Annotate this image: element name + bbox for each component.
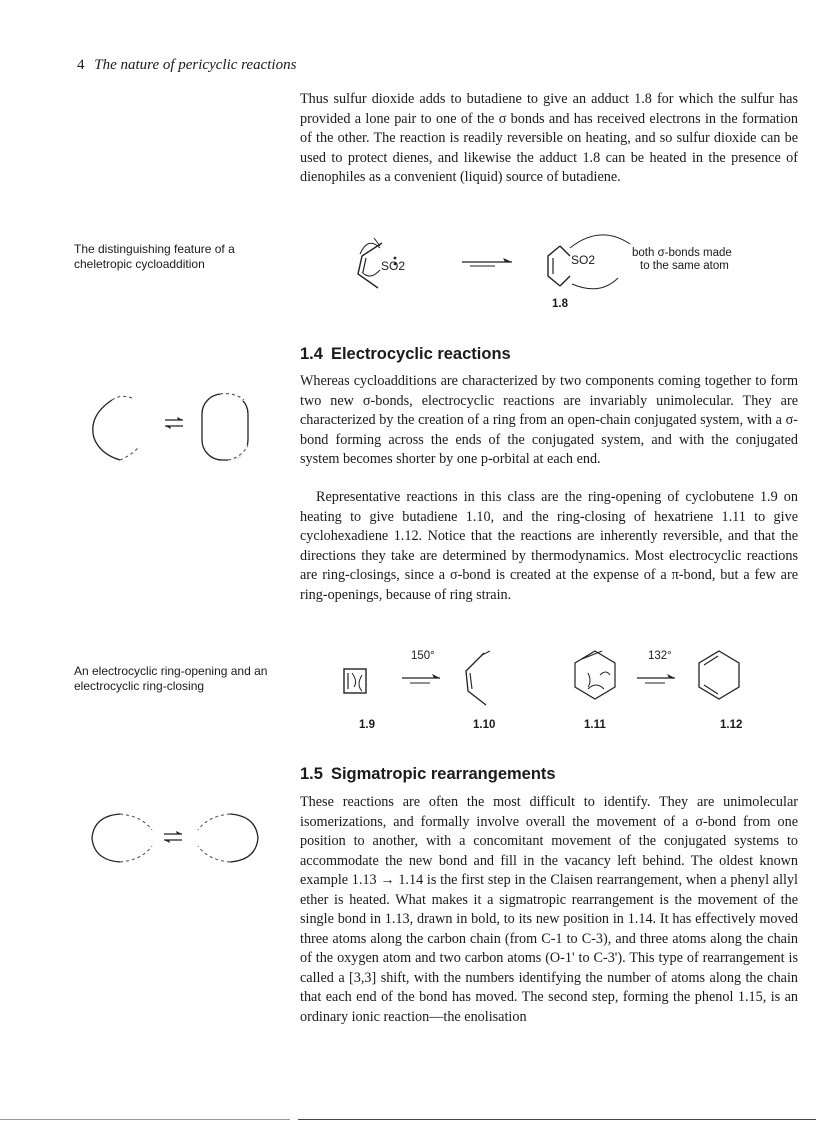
compound-label-1-8: 1.8 [552, 298, 568, 310]
margin-note-cheletropic: The distinguishing feature of a cheletropic cycloaddition [74, 242, 235, 271]
footer-rule-left [0, 1119, 290, 1120]
sigmatropic-orbital-diagram [82, 808, 282, 868]
compound-label-1-12: 1.12 [720, 719, 743, 731]
page-number: 4 [77, 57, 85, 73]
running-head [77, 57, 296, 74]
section-1-4-paragraph-1: Whereas cycloadditions are characterized by two components coming together to form two new σ-bonds, electrocyclic reactions are invariably unimolecular. They are characterized by the creation of a ring from an open-chain conjugated system, with a σ-bond forming across the ends of the conjugated system, and with the conjugated system becomes shorter by one p-orbital at each end. [300, 373, 798, 467]
cyclobutene-structure [344, 669, 366, 693]
compound-label-1-10: 1.10 [473, 719, 496, 731]
temperature-150: 150° [411, 650, 435, 662]
footer-rule-right [298, 1119, 816, 1120]
section-1-5-paragraph-1: These reactions are often the most difficult to identify. They are unimolecular isomerizations, and formally involve overall the movement of a σ-bond from one position to another, with a concomitant movement of the conjugated systems to accommodate the new bond and fill in the vacancy left behind. The oldest known example 1.13 → 1.14 is the first step in the Claisen rearrangement, when a phenyl allyl ether is heated. What makes it a sigmatropic rearrangement is the movement of the single bond in 1.13, drawn in bold, to its new position in 1.14. It has effectively moved three atoms along the carbon chain (from C-1 to C-3), and three atoms along the chain of the oxygen atom and two carbon atoms (O-1' to C-3'). This type of rearrangement is called a [3,3] shift, with the numbers identifying the number of atoms along the chain that each end of the bond has moved. The second step, forming the phenol 1.15, is an ordinary ionic reaction—the enolisation [300, 794, 798, 1025]
hexatriene-structure [575, 651, 615, 699]
cyclohexadiene-structure [699, 651, 739, 699]
electrocyclic-figure [300, 645, 800, 715]
temperature-132: 132° [648, 650, 672, 662]
butadiene-structure [466, 653, 486, 705]
section-heading-1-4: 1.4 Electrocyclic reactions [300, 345, 511, 363]
margin-note-electrocyclic: An electrocyclic ring-opening and an electrocyclic ring-closing [74, 664, 268, 693]
compound-label-1-9: 1.9 [359, 719, 375, 731]
bond-annotation: both σ-bonds made to the same atom [632, 247, 732, 272]
orbital-ring-diagram [80, 388, 280, 468]
sigma-bond-arrow-1 [570, 235, 630, 248]
intro-paragraph: Thus sulfur dioxide adds to butadiene to give an adduct 1.8 for which the sulfur has provided a lone pair to one of the σ bonds and has received electrons in the formation of the other. The reaction is readily reversible on heating, and so sulfur dioxide can be used to protect dienes, and likewise the adduct 1.8 can be heated in the presence of dienophiles as a convenient (liquid) source of butadiene. [300, 91, 798, 185]
product-so2: SO2 [571, 253, 596, 267]
sigma-bond-arrow-2 [572, 278, 618, 289]
compound-label-1-11: 1.11 [584, 719, 606, 731]
sulfolene-ring [548, 246, 560, 286]
section-1-4-paragraph-2: Representative reactions in this class are the ring-opening of cyclobutene 1.9 on heating to give butadiene 1.10, and the ring-closing of hexatriene 1.11 to give cyclohexadiene 1.12. Notice that the reactions are inherently reversible, and that the directions they take are determined by thermodynamics. Most electrocyclic reactions are ring-closings, since a σ-bond is created at the expense of a π-bond, but a few are ring-openings, because of ring strain. [300, 489, 798, 603]
running-title: The nature of pericyclic reactions [94, 57, 297, 73]
curly-arrow-1 [360, 243, 380, 254]
curly-arrow-2 [362, 270, 380, 276]
butadiene-structure [358, 243, 382, 288]
section-heading-1-5: 1.5 Sigmatropic rearrangements [300, 765, 556, 783]
reagent-so2: SO2 [381, 259, 406, 273]
